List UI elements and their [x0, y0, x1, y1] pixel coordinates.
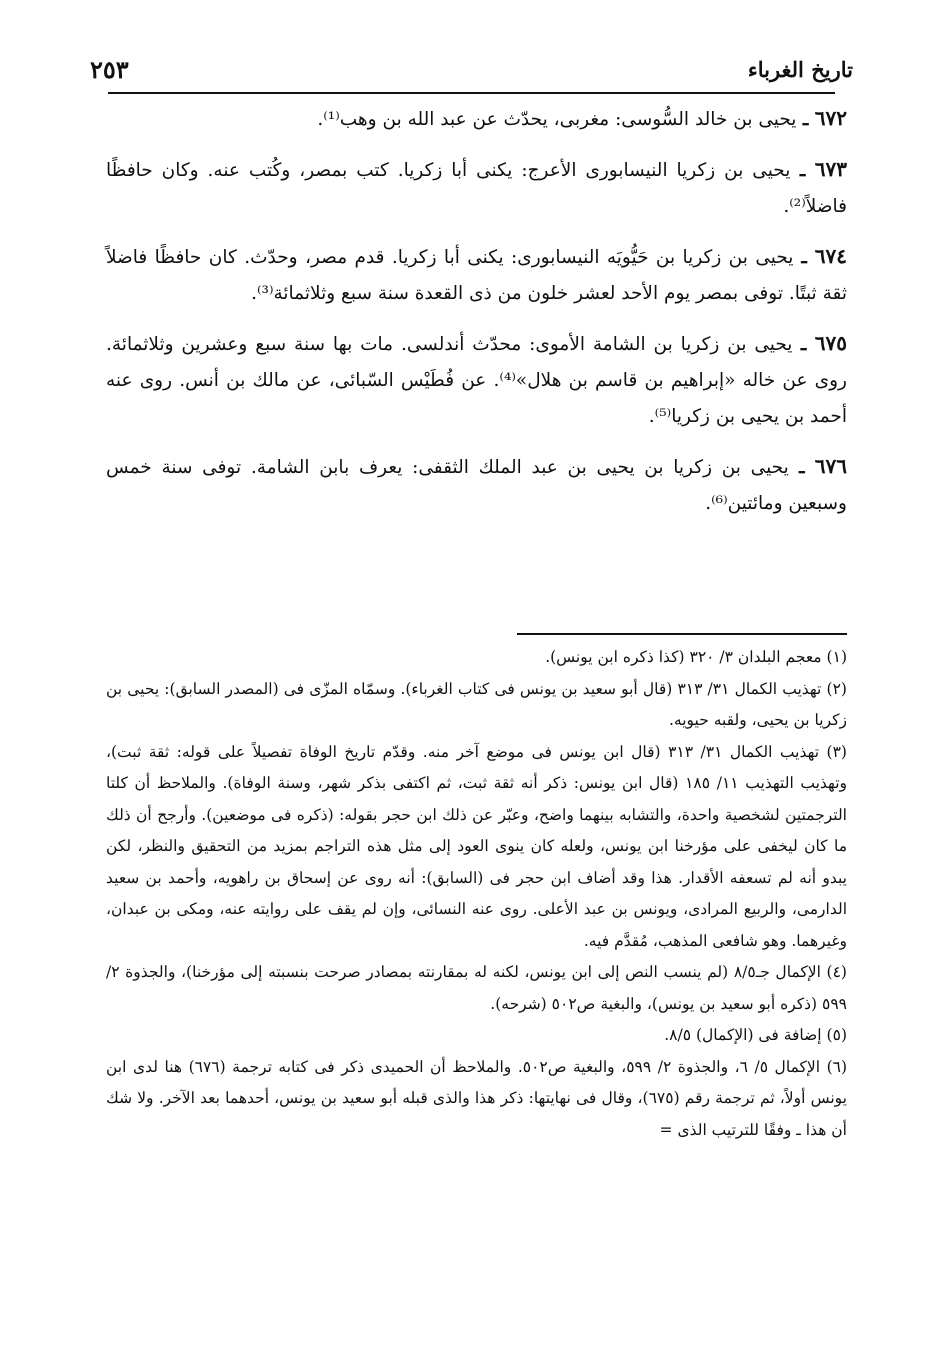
footnote-text: تهذيب الكمال ٣١/ ٣١٣ (قال ابن يونس فى موضع آخر منه. وقدّم تاريخ الوفاة تفصيلاً على قوله: ثقة ثبت)، وتهذيب التهذيب ١١/ ١٨٥ (قال ابن يونس: ذكر أنه ثقة ثبت، ثم اكتفى بذكر شهر، وسنة الوفاة). والملاحظ أن كلتا الترجمتين لشخصية واحدة، والتشابه بينهما واضح، وعبّر عن ذلك ابن حجر بقوله: (ذكره فى موضعين). وأرجح أن ذلك ما كان ليخفى على مؤرخنا ابن يونس، ولعله كان ينوى العود إلى مثل هذه التراجم بمزيد من التحقيق والنظر، لكن يبدو أنه لم تسعفه الأقدار. هذا وقد أضاف ابن حجر فى (السابق): أنه روى عن إسحاق بن راهويه، وأحمد بن سعيد الدارمى، والربيع المرادى، ويونس بن عبد الأعلى. روى عنه النسائى، وإن لم يقف على روايته عنه، ومكى بن عبدان، وغيرهما. وهو شافعى المذهب، مُقدَّم فيه.	[106, 742, 847, 950]
entry-dash: ـ	[790, 160, 815, 181]
footnote-5	[106, 1020, 847, 1052]
footnote-text: الإكمال ٥/ ٦، والجذوة ٢/ ٥٩٩، والبغية ص٥٠٢. والملاحظ أن الحميدى ذكر فى كتابه ترجمة (٦٧٦) هنا لدى ابن يونس أولاً، ثم ترجمة رقم (٦٧٥)، وقال فى نهايتها: ذكر هذا والذى قبله أبو سعيد بن يونس، أحدهما بعد الآخر. ولا شك أن هذا ـ وفقًا للترتيب الذى =	[106, 1057, 847, 1139]
footnote-1	[106, 642, 847, 674]
footnotes-section	[106, 642, 847, 1146]
footnote-text: تهذيب الكمال ٣١/ ٣١٣ (قال أبو سعيد بن يونس فى كتاب الغرباء). وسمّاه المزّى فى (المصدر السابق): يحيى بن زكريا بن يحيى، ولقبه حيويه.	[106, 679, 847, 729]
entry-672	[106, 100, 847, 138]
entry-676	[106, 448, 847, 522]
footnote-text: الإكمال جـ٨/٥ (لم ينسب النص إلى ابن يونس، لكنه له بمقارنته بمصادر صرحت بنسبته إلى مؤرخنا)، والجذوة ٢/ ٥٩٩ (ذكره أبو سعيد بن يونس)، والبغية ص٥٠٢ (شرحه).	[106, 963, 847, 1013]
entry-text: يحيى بن زكريا بن الشامة الأموى: محدّث أندلسى. مات بها سنة سبع وعشرين وثلاثمائة. روى عن خاله «إبراهيم بن قاسم بن هلال»⁽⁴⁾. عن فُطَيْس السّبائى، عن مالك بن أنس. روى عنه أحمد بن يحيى بن زكريا⁽⁵⁾.	[106, 334, 847, 427]
running-head-title: تاريخ الغرباء	[747, 57, 853, 82]
entry-text: يحيى بن زكريا بن يحيى بن عبد الملك الثقفى: يعرف بابن الشامة. توفى سنة خمس وسبعين ومائتين⁽⁶⁾.	[106, 457, 847, 514]
entry-675	[106, 325, 847, 435]
footnote-number: (٥)	[826, 1026, 847, 1044]
page-number: ٢٥٣	[90, 55, 129, 84]
footnote-rule	[517, 633, 847, 635]
entry-dash: ـ	[792, 334, 815, 355]
footnote-4	[106, 957, 847, 1020]
entry-number: ٦٧٥	[814, 331, 847, 355]
entry-number: ٦٧٣	[814, 157, 847, 181]
entry-dash: ـ	[788, 457, 815, 478]
entry-text: يحيى بن زكريا النيسابورى الأعرج: يكنى أبا زكريا. كتب بمصر، وكُتب عنه. وكان حافظًا فاضلاً⁽²⁾.	[106, 160, 847, 217]
footnote-text: معجم البلدان ٣/ ٣٢٠ (كذا ذكره ابن يونس).	[545, 648, 822, 666]
footnote-number: (١)	[826, 648, 847, 666]
footnote-6	[106, 1052, 847, 1147]
entry-673	[106, 151, 847, 225]
entry-text: يحيى بن زكريا بن حَيُّويَه النيسابورى: يكنى أبا زكريا. قدم مصر، وحدّث. كان حافظًا فاضلاً ثقة ثبتًا. توفى بمصر يوم الأحد لعشر خلون من ذى القعدة سنة سبع وثلاثمائة⁽³⁾.	[106, 247, 847, 304]
entry-dash: ـ	[796, 109, 815, 130]
footnote-number: (٤)	[826, 963, 847, 981]
footnote-number: (٣)	[826, 742, 847, 761]
entry-674	[106, 238, 847, 312]
entry-number: ٦٧٦	[814, 454, 848, 478]
footnote-number: (٦)	[826, 1057, 848, 1076]
entry-number: ٦٧٤	[814, 244, 848, 268]
footnote-3	[106, 737, 847, 958]
entry-text: يحيى بن خالد السُّوسى: مغربى، يحدّث عن عبد الله بن وهب⁽¹⁾.	[317, 109, 797, 130]
running-head	[90, 55, 853, 91]
entry-dash: ـ	[793, 247, 815, 268]
footnote-text: إضافة فى (الإكمال) ٨/٥.	[664, 1026, 822, 1044]
entries-section	[106, 100, 847, 535]
entry-number: ٦٧٢	[814, 106, 847, 130]
footnote-number: (٢)	[826, 679, 847, 698]
footnote-2	[106, 674, 847, 737]
header-rule	[108, 92, 835, 94]
